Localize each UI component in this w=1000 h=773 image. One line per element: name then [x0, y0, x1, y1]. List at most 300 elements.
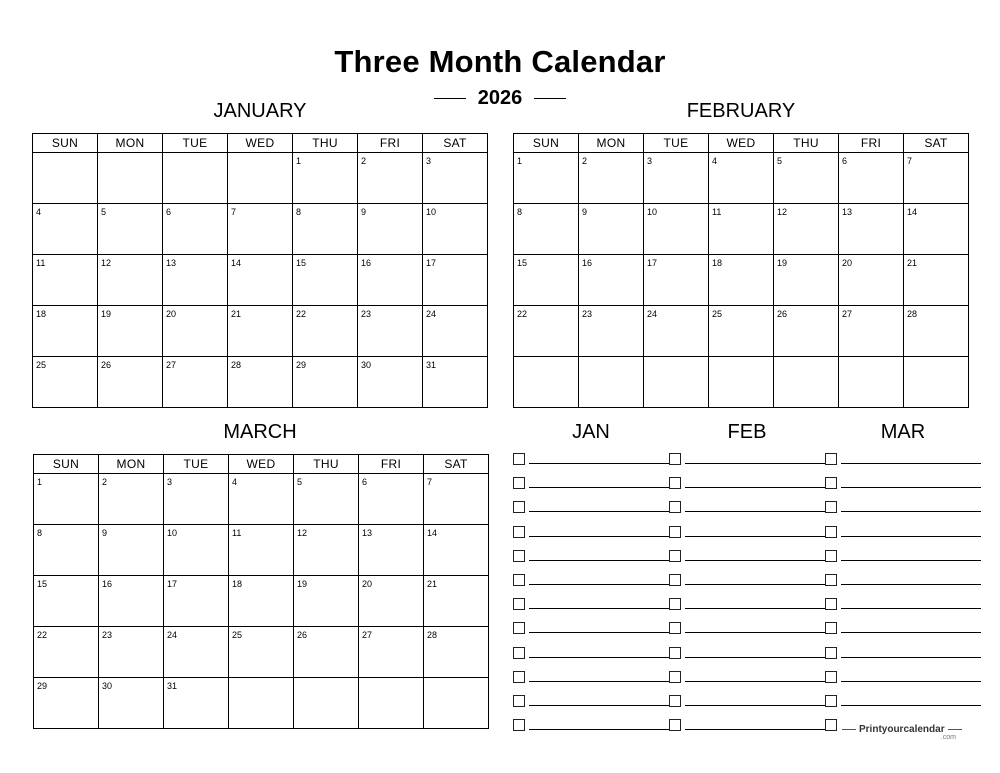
brand-left-rule: [842, 729, 856, 730]
day-number: 9: [361, 207, 367, 217]
day-number: 16: [582, 258, 593, 268]
brand-right-rule: [948, 729, 962, 730]
day-number: 6: [362, 477, 368, 487]
day-cell: [358, 255, 423, 306]
checklist-item: [513, 568, 669, 592]
day-number: 21: [907, 258, 918, 268]
brand-domain: .com: [940, 734, 956, 741]
day-cell: [709, 204, 774, 255]
weekday-header-row: [34, 455, 489, 474]
day-number: 15: [296, 258, 307, 268]
day-cell: [34, 474, 99, 525]
day-number: 10: [426, 207, 437, 217]
month-title-january: JANUARY: [213, 100, 307, 122]
checklist-item: [669, 544, 825, 568]
checklist-item: [825, 689, 981, 713]
day-number: 28: [427, 630, 438, 640]
day-number: 6: [842, 156, 848, 166]
checklist-item: [825, 665, 981, 689]
day-cell: [424, 474, 489, 525]
year-label: 2026: [477, 87, 523, 109]
checkbox[interactable]: [825, 622, 837, 634]
day-cell: [709, 255, 774, 306]
checklist-item: [669, 592, 825, 616]
weekday-header: MON: [98, 134, 163, 153]
checkbox[interactable]: [513, 477, 525, 489]
writing-line[interactable]: [685, 705, 825, 706]
day-number: 18: [712, 258, 723, 268]
day-cell: [774, 153, 839, 204]
checkbox[interactable]: [825, 477, 837, 489]
day-number: 5: [777, 156, 783, 166]
day-cell: [164, 678, 229, 729]
day-cell: [839, 357, 904, 408]
day-cell: [359, 627, 424, 678]
checkbox[interactable]: [513, 574, 525, 586]
writing-line[interactable]: [685, 729, 825, 730]
day-number: 20: [166, 309, 177, 319]
day-number: 7: [427, 477, 433, 487]
day-number: 14: [427, 528, 438, 538]
checklist-item: [669, 495, 825, 519]
checklist-item: [513, 713, 669, 737]
checklist-item: [825, 495, 981, 519]
day-number: 2: [102, 477, 108, 487]
day-number: 9: [102, 528, 108, 538]
checkbox[interactable]: [669, 550, 681, 562]
day-cell: [163, 204, 228, 255]
writing-line[interactable]: [841, 487, 981, 488]
day-number: 8: [517, 207, 523, 217]
day-cell: [514, 357, 579, 408]
day-number: 18: [36, 309, 47, 319]
writing-line[interactable]: [685, 657, 825, 658]
day-cell: [644, 255, 709, 306]
day-cell: [359, 525, 424, 576]
day-cell: [424, 627, 489, 678]
weekday-header: SAT: [423, 134, 488, 153]
day-number: 20: [842, 258, 853, 268]
writing-line[interactable]: [529, 705, 669, 706]
day-cell: [514, 255, 579, 306]
checkbox[interactable]: [825, 453, 837, 465]
writing-line[interactable]: [841, 536, 981, 537]
day-number: 13: [362, 528, 373, 538]
day-number: 1: [37, 477, 43, 487]
month-title-march: MARCH: [223, 421, 297, 443]
checklist-item: [669, 713, 825, 737]
day-number: 13: [166, 258, 177, 268]
brand-logo: [842, 724, 970, 746]
week-row: [514, 255, 969, 306]
week-row: [34, 525, 489, 576]
checkbox[interactable]: [825, 501, 837, 513]
day-number: 28: [231, 360, 242, 370]
day-number: 25: [712, 309, 723, 319]
day-cell: [579, 357, 644, 408]
day-cell: [579, 255, 644, 306]
checkbox[interactable]: [825, 598, 837, 610]
checkbox[interactable]: [513, 598, 525, 610]
day-number: 15: [37, 579, 48, 589]
day-number: 22: [517, 309, 528, 319]
checklist-item: [825, 544, 981, 568]
weekday-header-row: [33, 134, 488, 153]
writing-line[interactable]: [529, 463, 669, 464]
writing-line[interactable]: [529, 608, 669, 609]
checklist-item: [669, 689, 825, 713]
day-cell: [163, 153, 228, 204]
writing-line[interactable]: [529, 511, 669, 512]
writing-line[interactable]: [841, 511, 981, 512]
checklist-item: [513, 471, 669, 495]
weekday-header: MON: [99, 455, 164, 474]
writing-line[interactable]: [841, 632, 981, 633]
day-cell: [229, 678, 294, 729]
day-number: 19: [777, 258, 788, 268]
day-cell: [294, 525, 359, 576]
checklist-jan: [513, 421, 669, 737]
day-number: 16: [102, 579, 113, 589]
page-title: Three Month Calendar: [334, 44, 666, 79]
day-cell: [293, 204, 358, 255]
day-number: 28: [907, 309, 918, 319]
brand-name: Printyourcalendar: [859, 724, 945, 735]
day-number: 2: [361, 156, 367, 166]
day-cell: [228, 153, 293, 204]
writing-line[interactable]: [529, 681, 669, 682]
day-cell: [424, 576, 489, 627]
day-number: 10: [167, 528, 178, 538]
week-row: [34, 576, 489, 627]
checkbox[interactable]: [513, 550, 525, 562]
checkbox[interactable]: [825, 719, 837, 731]
checklist-item: [825, 641, 981, 665]
day-number: 9: [582, 207, 588, 217]
day-number: 24: [647, 309, 658, 319]
writing-line[interactable]: [529, 657, 669, 658]
checkbox[interactable]: [513, 695, 525, 707]
day-number: 21: [231, 309, 242, 319]
day-number: 2: [582, 156, 588, 166]
checklist-item: [669, 616, 825, 640]
day-cell: [774, 204, 839, 255]
day-number: 12: [777, 207, 788, 217]
writing-line[interactable]: [841, 657, 981, 658]
day-cell: [358, 153, 423, 204]
writing-line[interactable]: [529, 632, 669, 633]
week-row: [514, 306, 969, 357]
day-number: 11: [712, 207, 722, 217]
day-cell: [709, 153, 774, 204]
day-number: 4: [712, 156, 718, 166]
writing-line[interactable]: [529, 536, 669, 537]
checkbox[interactable]: [513, 719, 525, 731]
day-number: 20: [362, 579, 373, 589]
day-cell: [164, 525, 229, 576]
day-number: 24: [426, 309, 437, 319]
day-cell: [98, 204, 163, 255]
day-cell: [423, 255, 488, 306]
day-cell: [839, 306, 904, 357]
weekday-header: TUE: [163, 134, 228, 153]
day-cell: [904, 204, 969, 255]
day-number: 21: [427, 579, 438, 589]
day-number: 17: [167, 579, 178, 589]
checklist-item: [513, 447, 669, 471]
checkbox[interactable]: [669, 695, 681, 707]
checklist-item: [825, 447, 981, 471]
writing-line[interactable]: [841, 681, 981, 682]
day-number: 30: [361, 360, 372, 370]
day-cell: [229, 627, 294, 678]
weekday-header: WED: [228, 134, 293, 153]
writing-line[interactable]: [685, 560, 825, 561]
writing-line[interactable]: [685, 511, 825, 512]
day-cell: [293, 306, 358, 357]
day-cell: [294, 576, 359, 627]
calendar-march: [33, 454, 489, 729]
checklist-item: [669, 568, 825, 592]
writing-line[interactable]: [841, 584, 981, 585]
day-cell: [514, 306, 579, 357]
checkbox[interactable]: [825, 647, 837, 659]
checklist-item: [513, 689, 669, 713]
day-number: 23: [582, 309, 593, 319]
writing-line[interactable]: [529, 584, 669, 585]
day-cell: [98, 153, 163, 204]
day-cell: [229, 525, 294, 576]
day-number: 24: [167, 630, 178, 640]
day-cell: [99, 525, 164, 576]
day-cell: [34, 576, 99, 627]
checklist-item: [513, 616, 669, 640]
writing-line[interactable]: [841, 705, 981, 706]
checklist-item: [513, 665, 669, 689]
checkbox[interactable]: [825, 671, 837, 683]
day-cell: [359, 678, 424, 729]
checkbox[interactable]: [669, 501, 681, 513]
day-number: 27: [842, 309, 853, 319]
day-cell: [774, 357, 839, 408]
week-row: [34, 627, 489, 678]
day-cell: [709, 306, 774, 357]
checkbox[interactable]: [669, 719, 681, 731]
day-number: 22: [37, 630, 48, 640]
checkbox[interactable]: [669, 647, 681, 659]
week-row: [34, 678, 489, 729]
weekday-header: TUE: [164, 455, 229, 474]
day-cell: [644, 153, 709, 204]
day-cell: [34, 525, 99, 576]
weekday-header: FRI: [358, 134, 423, 153]
writing-line[interactable]: [841, 608, 981, 609]
day-cell: [33, 204, 98, 255]
day-cell: [294, 627, 359, 678]
day-cell: [33, 306, 98, 357]
day-cell: [579, 153, 644, 204]
day-cell: [99, 474, 164, 525]
day-number: 14: [907, 207, 918, 217]
day-cell: [514, 153, 579, 204]
day-number: 6: [166, 207, 172, 217]
writing-line[interactable]: [685, 608, 825, 609]
day-cell: [164, 576, 229, 627]
day-cell: [839, 153, 904, 204]
day-cell: [34, 678, 99, 729]
writing-line[interactable]: [685, 463, 825, 464]
day-number: 3: [167, 477, 173, 487]
day-cell: [774, 255, 839, 306]
calendar-january: [32, 133, 488, 408]
checkbox[interactable]: [669, 598, 681, 610]
day-cell: [163, 255, 228, 306]
weekday-header: THU: [293, 134, 358, 153]
writing-line[interactable]: [685, 584, 825, 585]
weekday-header: TUE: [644, 134, 709, 153]
writing-line[interactable]: [529, 560, 669, 561]
day-number: 4: [232, 477, 238, 487]
day-number: 26: [777, 309, 788, 319]
weekday-header: FRI: [359, 455, 424, 474]
writing-line[interactable]: [685, 681, 825, 682]
checklist-item: [825, 592, 981, 616]
checklist-item: [825, 568, 981, 592]
weekday-header: WED: [709, 134, 774, 153]
checklist-item: [825, 520, 981, 544]
checklist-item: [513, 641, 669, 665]
checkbox[interactable]: [669, 671, 681, 683]
day-cell: [229, 576, 294, 627]
checkbox[interactable]: [825, 695, 837, 707]
day-number: 3: [647, 156, 653, 166]
day-cell: [34, 627, 99, 678]
checklist-item: [825, 471, 981, 495]
writing-line[interactable]: [685, 487, 825, 488]
day-number: 8: [37, 528, 43, 538]
year-right-rule: [534, 98, 566, 99]
day-number: 8: [296, 207, 302, 217]
checkbox[interactable]: [669, 526, 681, 538]
weekday-header: WED: [229, 455, 294, 474]
day-cell: [163, 357, 228, 408]
day-cell: [423, 357, 488, 408]
day-cell: [164, 474, 229, 525]
weekday-header: SAT: [424, 455, 489, 474]
week-row: [514, 204, 969, 255]
checklist-item: [513, 520, 669, 544]
day-cell: [163, 306, 228, 357]
checkbox[interactable]: [825, 550, 837, 562]
day-cell: [98, 306, 163, 357]
day-number: 14: [231, 258, 242, 268]
day-cell: [423, 204, 488, 255]
day-cell: [644, 204, 709, 255]
writing-line[interactable]: [685, 536, 825, 537]
day-number: 11: [36, 258, 46, 268]
checkbox[interactable]: [513, 453, 525, 465]
checkbox[interactable]: [513, 526, 525, 538]
day-cell: [293, 255, 358, 306]
day-number: 31: [426, 360, 437, 370]
checkbox[interactable]: [669, 574, 681, 586]
day-cell: [423, 153, 488, 204]
day-cell: [33, 357, 98, 408]
year-left-rule: [434, 98, 466, 99]
writing-line[interactable]: [685, 632, 825, 633]
weekday-header: FRI: [839, 134, 904, 153]
day-cell: [424, 525, 489, 576]
checklist-item: [669, 447, 825, 471]
day-number: 11: [232, 528, 242, 538]
day-cell: [904, 153, 969, 204]
day-cell: [228, 357, 293, 408]
weekday-header: MON: [579, 134, 644, 153]
day-number: 18: [232, 579, 243, 589]
checkbox[interactable]: [513, 501, 525, 513]
week-row: [33, 153, 488, 204]
day-cell: [293, 357, 358, 408]
checklist-heading: FEB: [727, 421, 767, 443]
checkbox[interactable]: [825, 574, 837, 586]
day-number: 3: [426, 156, 432, 166]
checkbox[interactable]: [669, 477, 681, 489]
checkbox[interactable]: [513, 647, 525, 659]
week-row: [33, 204, 488, 255]
day-cell: [579, 204, 644, 255]
weekday-header: SUN: [33, 134, 98, 153]
day-cell: [359, 576, 424, 627]
day-number: 7: [231, 207, 237, 217]
checkbox[interactable]: [669, 622, 681, 634]
week-row: [514, 357, 969, 408]
day-cell: [293, 153, 358, 204]
day-number: 16: [361, 258, 372, 268]
day-number: 10: [647, 207, 658, 217]
day-number: 12: [101, 258, 112, 268]
weekday-header: SUN: [514, 134, 579, 153]
checkbox[interactable]: [513, 622, 525, 634]
day-cell: [294, 678, 359, 729]
day-cell: [229, 474, 294, 525]
day-cell: [644, 357, 709, 408]
day-cell: [358, 306, 423, 357]
writing-line[interactable]: [841, 463, 981, 464]
writing-line[interactable]: [841, 560, 981, 561]
day-cell: [33, 153, 98, 204]
writing-line[interactable]: [529, 729, 669, 730]
day-number: 5: [101, 207, 107, 217]
checkbox[interactable]: [669, 453, 681, 465]
week-row: [514, 153, 969, 204]
writing-line[interactable]: [529, 487, 669, 488]
day-number: 26: [101, 360, 112, 370]
week-row: [34, 474, 489, 525]
checkbox[interactable]: [825, 526, 837, 538]
day-cell: [579, 306, 644, 357]
day-number: 17: [426, 258, 437, 268]
day-number: 13: [842, 207, 853, 217]
day-number: 23: [361, 309, 372, 319]
day-cell: [228, 306, 293, 357]
checkbox[interactable]: [513, 671, 525, 683]
day-cell: [99, 627, 164, 678]
day-cell: [99, 678, 164, 729]
day-cell: [358, 357, 423, 408]
checklist-item: [825, 616, 981, 640]
checklist-item: [513, 544, 669, 568]
checklist-item: [669, 641, 825, 665]
